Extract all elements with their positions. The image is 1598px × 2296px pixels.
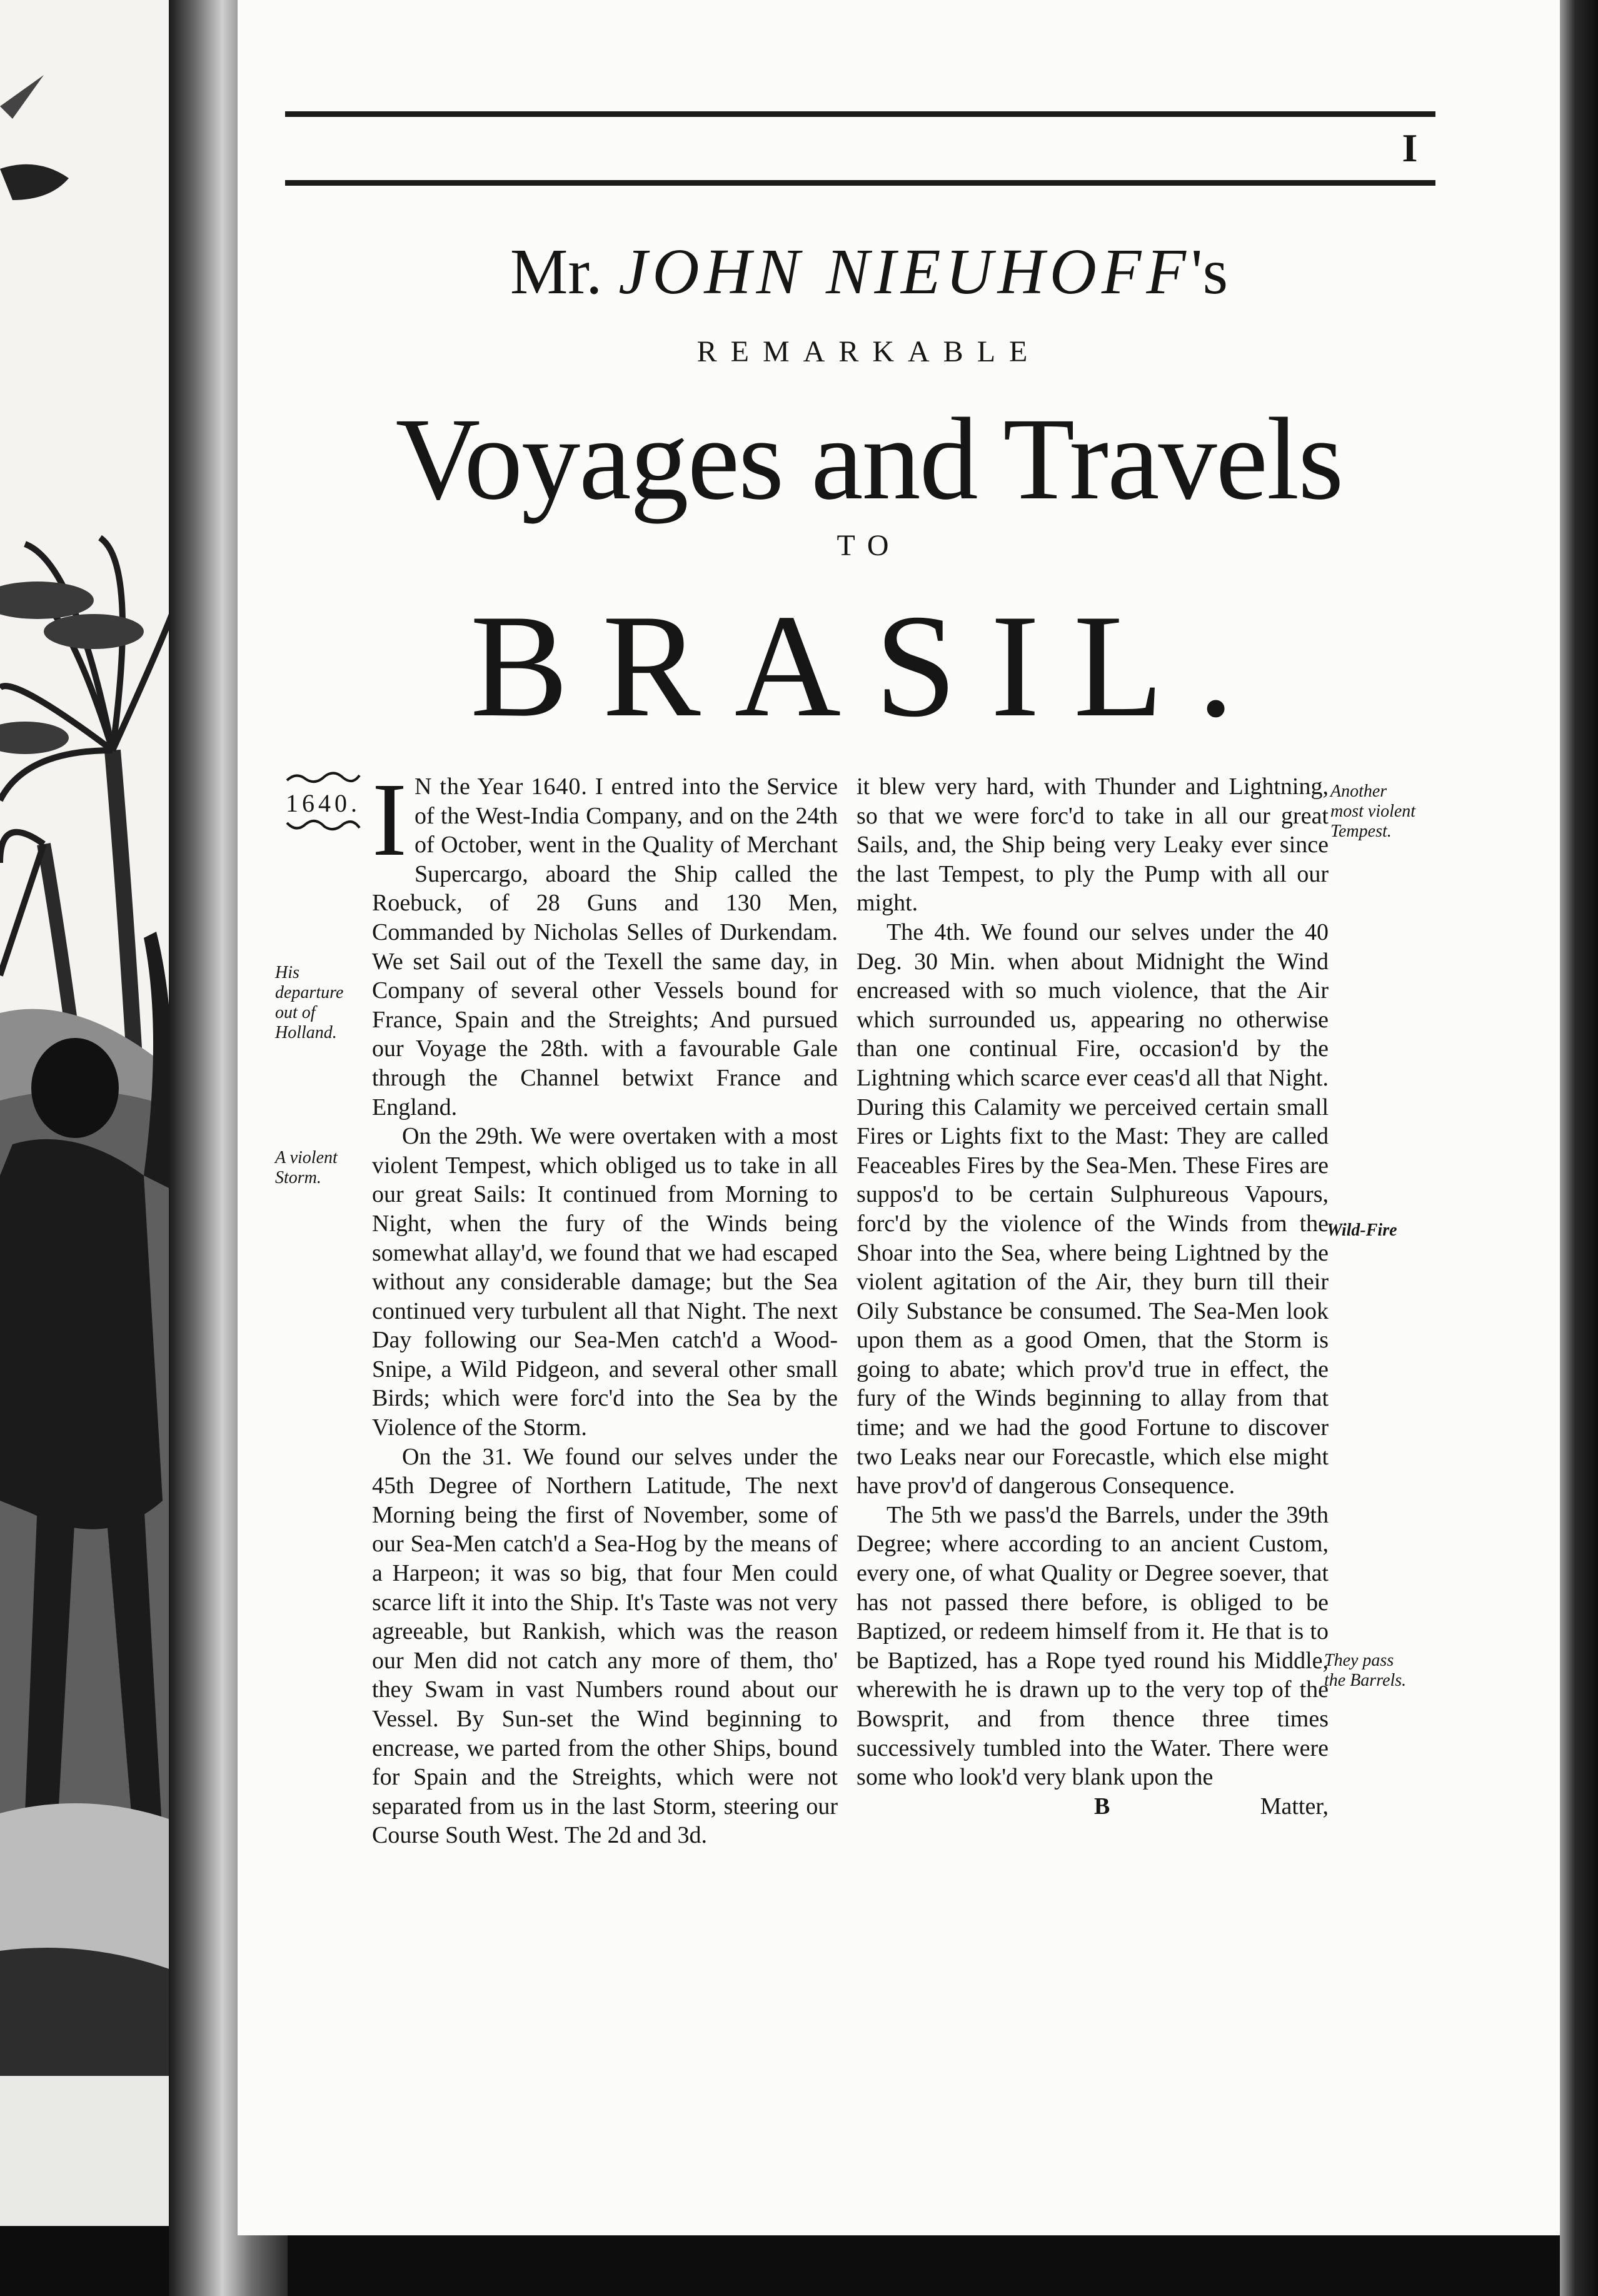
wave-ornament-icon — [286, 818, 361, 833]
margin-note-departure: His departure out of Holland. — [275, 963, 344, 1042]
paragraph: The 4th. We found our selves under the 40 Deg. 30 Min. when about Midnight the Wind encreased with so much violence, that the Air which surrounded us, appearing no otherwise than one continual Fire, occasion'd by the Lightning which scarce ever ceas'd all that Night. During this Calamity we perceived certain small Fires or Lights fixt to the Mast: They are called Feaceables Fires by the Sea-Men. These Fires are suppos'd to be certain Sulphureous Vapours, forc'd by the violence of the Winds from the Shoar into the Sea, where being Lightned by the violent agitation of the Air, they burn till their Oily Substance be consumed. The Sea-Men look upon them as a good Omen, that the Storm is going to abate; which prov'd true in effect, the fury of the Winds beginning to allay from that time; and we had the good Fortune to discover two Leaks near our Forecastle, which else might have prov'd of dangerous Consequence. — [857, 919, 1329, 1499]
paragraph: On the 31. We found our selves under the 45th Degree of Northern Latitude, The next Morning being the first of November, some of our Sea-Men catch'd a Sea-Hog by the means of a Harpeon; it was so big, that four Men could scarce lift it into the Ship. It's Taste was not very agreeable, but Rankish, which was the reason our Men did not catch any more of them, tho' they Swam in vast Numbers round about our Vessel. By Sun-set the Wind beginning to encrease, we parted from the other Ships, bound for Spain and the Streights, which were not separated from us in the last Storm, steering our Course South West. The 2d and 3d. — [372, 1443, 838, 1849]
paragraph: The 5th we pass'd the Barrels, under the 39th Degree; where according to an ancient Custom, every one, of what Quality or Degree soever, that has not passed there before, is obliged to be Baptized, or redeem himself from it. He that is to be Baptized, has a Rope tyed round his Middle, wherewith he is drawn up to the very top of the Bowsprit, and from thence three times successively tumbled into the Water. There were some who look'd very blank upon the — [857, 1501, 1329, 1791]
year-label: 1640. — [286, 789, 361, 817]
header-rule-bottom — [285, 180, 1435, 186]
title-possessive: 's — [1190, 236, 1229, 308]
page-edge-shadow — [1560, 0, 1598, 2296]
facing-page-engraving — [0, 0, 188, 2226]
margin-note-another-storm: Another most violent Tempest. — [1330, 782, 1416, 841]
margin-note-barrels: They pass the Barrels. — [1324, 1651, 1407, 1690]
opening-paragraph-text: Service of the West-India Company, and on the 24th of October, went in the Quality of Merchant Supercargo, aboard the Ship called the Roebuck, of 28 Guns and 130 Men, Commanded by Nicholas Selles of Durkendam. We set Sail out of the Texell the same day, in Company of several other Vessels bound for France, Spain and the Streights; And pursued our Voyage the 28th. with a favourable Gale through the Channel betwixt France and England. — [372, 773, 838, 1120]
paragraph-opening — [372, 762, 838, 1122]
opening-line: N the Year 1640. I entred into the — [414, 773, 760, 800]
title-voyages-and-travels: Voyages and Travels — [395, 393, 1343, 524]
drop-cap: I — [372, 762, 407, 878]
title-prefix: Mr. — [510, 236, 603, 308]
page-number: I — [1402, 126, 1418, 170]
wave-ornament-icon — [286, 770, 361, 785]
text-column-right — [857, 772, 1329, 1821]
title-brasil: BRASIL. — [470, 585, 1269, 748]
year-ornament — [283, 770, 364, 836]
page-footer — [857, 1792, 1329, 1821]
title-author-name: JOHN NIEUHOFF — [618, 236, 1191, 308]
catchword: Matter, — [1260, 1793, 1329, 1820]
margin-note-wild-fire: Wild-Fire — [1327, 1221, 1397, 1240]
signature-mark: B — [1094, 1793, 1110, 1820]
title-remarkable: REMARKABLE — [696, 335, 1042, 368]
text-column-left — [372, 762, 838, 1850]
palm-tree-engraving — [0, 0, 188, 2226]
paragraph: On the 29th. We were overtaken with a most violent Tempest, which obliged us to take in all our great Sails: It continued from Morning to Night, when the fury of the Winds being somewhat allay'd, we found that we had escaped without any considerable damage; but the Sea continued very turbulent all that Night. The next Day following our Sea-Men catch'd a Wood-Snipe, a Wild Pidgeon, and several other small Birds; which were forc'd into the Sea by the Violence of the Storm. — [372, 1123, 838, 1441]
title-to: TO — [837, 529, 902, 562]
title-author-line — [313, 234, 1425, 309]
header-rule-top — [285, 111, 1435, 117]
margin-note-violent-storm: A violent Storm. — [275, 1148, 338, 1187]
paragraph: it blew very hard, with Thunder and Lightning, so that we were forc'd to take in all our great Sails, and, the Ship being very Leaky ever since the last Tempest, to ply the Pump with all our might. — [857, 773, 1329, 917]
